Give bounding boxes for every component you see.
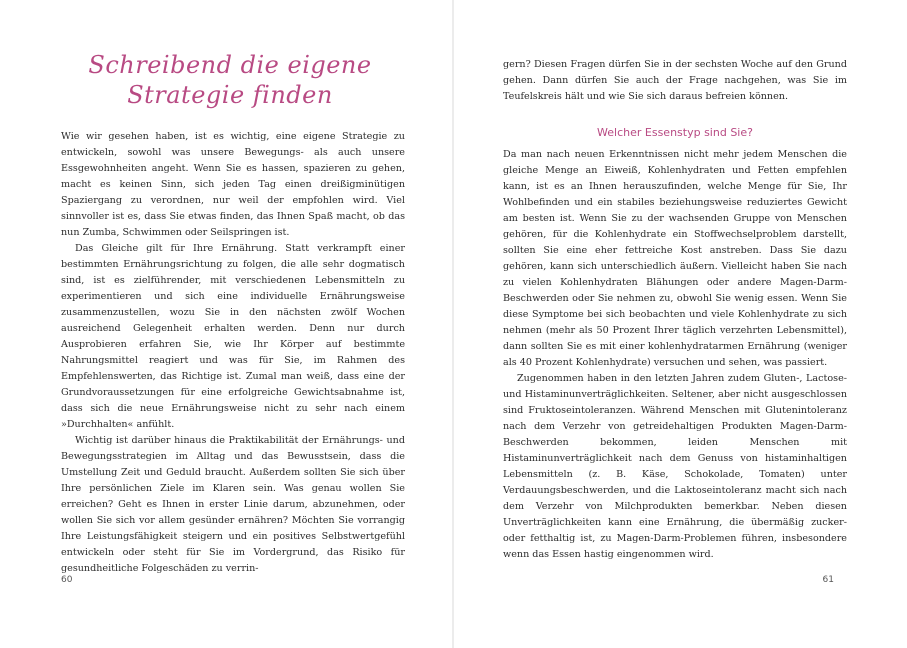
left-body-text xyxy=(61,129,405,577)
page-number-left: 60 xyxy=(61,575,73,585)
body-paragraph: gern? Diesen Fragen dürfen Sie in der sechsten Woche auf den Grund gehen. Dann dürfen Sie auch der Frage nachgehen, was Sie im Teufelskreis hält und wie Sie sich daraus befreien können. xyxy=(503,59,847,102)
right-page xyxy=(454,0,907,648)
section-subheading: Welcher Essenstyp sind Sie? xyxy=(597,126,753,139)
body-paragraph: Wie wir gesehen haben, ist es wichtig, eine eigene Strategie zu entwickeln, sowohl was unsere Bewegungs- als auch unsere Essgewohnheiten angeht. Wenn Sie es hassen, spazieren zu gehen, macht es keinen Sinn, sich jeden Tag einen dreißigminütigen Spaziergang zu verordnen, nur weil der empfohlen wird. Viel sinnvoller ist es, dass Sie etwas finden, das Ihnen Spaß macht, ob das nun Zumba, Schwimmen oder Seilspringen ist. xyxy=(61,131,405,238)
chapter-title xyxy=(60,50,400,110)
body-paragraph: Wichtig ist darüber hinaus die Praktikabilität der Ernährungs- und Bewegungsstrategien im Alltag und das Bewusstsein, dass die Umstellung Zeit und Geduld braucht. Außerdem sollten Sie sich über Ihre persönlichen Ziele im Klaren sein. Was genau wollen Sie erreichen? Geht es Ihnen in erster Linie darum, abzunehmen, oder wollen Sie sich vor allem gesünder ernähren? Möchten Sie vorrangig Ihre Leistungsfähigkeit steigern und ein positives Selbstwertgefühl entwickeln oder steht für Sie im Vordergrund, das Risiko für gesundheitliche Folgeschäden zu verrin- xyxy=(61,435,405,574)
page-number-right: 61 xyxy=(822,575,834,585)
body-paragraph: Das Gleiche gilt für Ihre Ernährung. Statt verkrampft einer bestimmten Ernährungsrichtung zu folgen, die alle sehr dogmatisch sind, ist es zielführender, mit verschiedenen Lebensmitteln zu experimentieren und sich eine individuelle Ernährungsweise zusammenzustellen, wozu Sie in den nächsten zwölf Wochen ausreichend Gelegenheit erhalten werden. Denn nur durch Ausprobieren erfahren Sie, wie Ihr Körper auf bestimmte Nahrungsmittel reagiert und was für Sie, im Rahmen des Empfehlenswerten, das Richtige ist. Zumal man weiß, dass eine der Grundvoraussetzungen für eine erfolgreiche Gewichtsabnahme ist, dass sich die neue Ernährungsweise nicht zu sehr nach einem »Durchhalten« anfühlt. xyxy=(61,243,405,430)
right-body-text xyxy=(503,57,847,563)
body-paragraph: Da man nach neuen Erkenntnissen nicht mehr jedem Menschen die gleiche Menge an Eiweiß, Kohlenhydraten und Fetten empfehlen kann, ist es an Ihnen herauszufinden, welche Menge für Sie, Ihr Wohlbefinden und ein stabiles beziehungsweise reduziertes Gewicht am besten ist. Wenn Sie zu der wachsenden Gruppe von Menschen gehören, für die Kohlenhydrate ein Stoffwechselproblem darstellt, sollten Sie eine eher fettreiche Kost anstreben. Dass Sie dazu gehören, kann sich unterschiedlich äußern. Vielleicht haben Sie nach zu vielen Kohlenhydraten Blähungen oder andere Magen-Darm-Beschwerden oder Sie nehmen zu, obwohl Sie wenig essen. Wenn Sie diese Symptome bei sich beobachten und viele Kohlenhydrate zu sich nehmen (mehr als 50 Prozent Ihrer täglich verzehrten Lebensmittel), dann sollten Sie es mit einer kohlenhydratarmen Ernährung (weniger als 40 Prozent Kohlenhydrate) versuchen und sehen, was passiert. xyxy=(503,149,847,368)
body-paragraph: Zugenommen haben in den letzten Jahren zudem Gluten-, Lactose- und Histaminunverträglichkeiten. Seltener, aber nicht ausgeschlossen sind Fruktoseintoleranzen. Während Menschen mit Glutenintoleranz nach dem Verzehr von getreidehaltigen Produkten Magen-Darm-Beschwerden bekommen, leiden Menschen mit Histaminunverträglichkeit nach dem Genuss von histaminhaltigen Lebensmitteln (z. B. Käse, Schokolade, Tomaten) unter Verdauungsbeschwerden, und die Laktoseintoleranz macht sich nach dem Verzehr von Milchprodukten bemerkbar. Neben diesen Unverträglichkeiten kann eine Ernährung, die übermäßig zucker- oder fetthaltig ist, zu Magen-Darm-Problemen führen, insbesondere wenn das Essen hastig eingenommen wird. xyxy=(503,373,847,560)
chapter-title-line-1: Schreibend die eigene xyxy=(88,51,372,79)
left-page xyxy=(0,0,453,648)
chapter-title-line-2: Strategie finden xyxy=(127,81,333,109)
